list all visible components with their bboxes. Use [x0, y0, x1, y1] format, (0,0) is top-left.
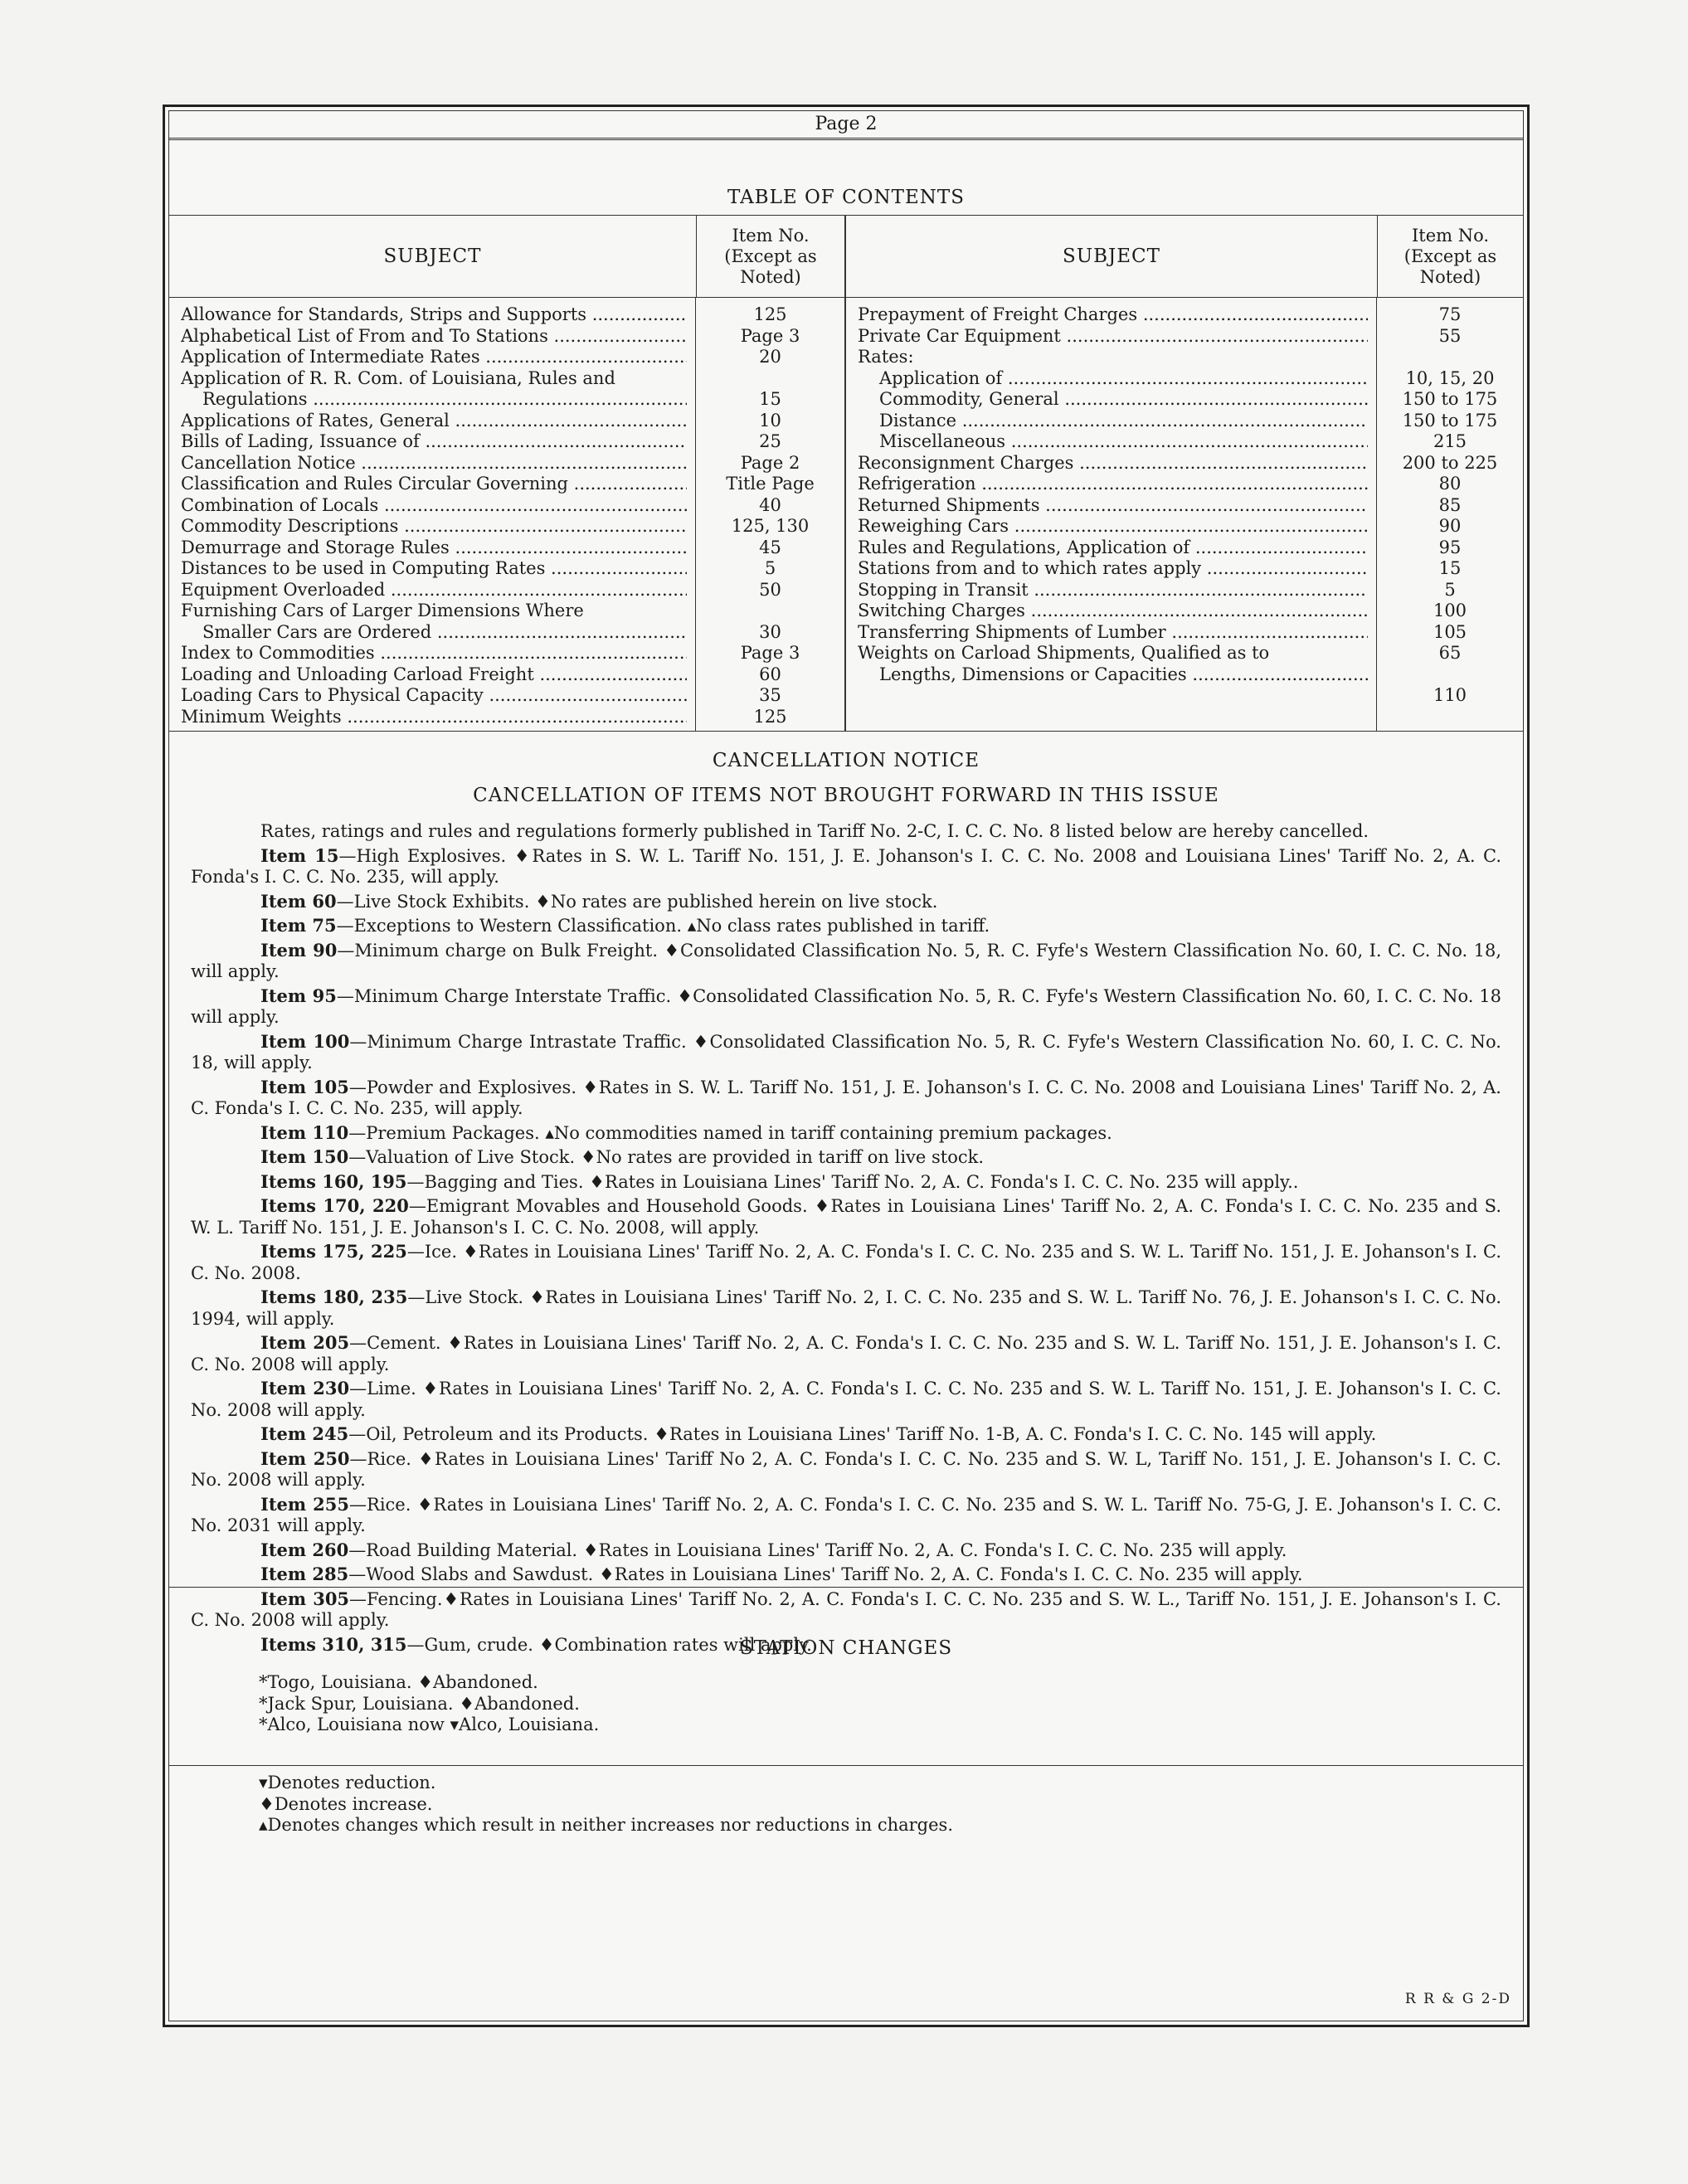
- toc-entry: [858, 368, 1368, 390]
- toc-entry-item-no: 5: [764, 558, 776, 578]
- toc-entry: [858, 643, 1368, 664]
- toc-entry-item-no: 25: [759, 431, 781, 451]
- toc-entry-item-no: [696, 368, 844, 390]
- toc-entry-item-no: 125: [753, 304, 787, 324]
- cancelled-item: [191, 1195, 1501, 1238]
- item-description: —Rice. ♦Rates in Louisiana Lines' Tariff No 2, A. C. Fonda's I. C. C. No. 235 and S. W. L, Tariff No. 151, J. E. Johanson's I. C. C. No. 2008 will apply.: [191, 1448, 1501, 1490]
- toc-entry: [181, 643, 687, 664]
- item-description: —Minimum charge on Bulk Freight. ♦Consolidated Classification No. 5, R. C. Fyfe's Western Classification No. 60, I. C. C. No. 18, will apply.: [191, 940, 1501, 981]
- toc-entry-item-no: 95: [1438, 537, 1462, 557]
- toc-entry-subject: Applications of Rates, General .....: [181, 411, 687, 432]
- item-column: [696, 298, 844, 731]
- toc-entry-item-no: 125: [753, 706, 787, 727]
- item-number: Item 285: [260, 1564, 349, 1584]
- page-frame: [168, 110, 1524, 2021]
- toc-entry-subject: Demurrage and Storage Rules .....: [181, 537, 687, 559]
- toc-entry: [181, 537, 687, 559]
- toc-entry-subject: Application of .....: [858, 368, 1368, 390]
- cancelled-item: [191, 915, 1501, 937]
- toc-entry-item-no: 85: [1438, 494, 1462, 515]
- toc-entry-subject: Combination of Locals .....: [181, 495, 687, 517]
- toc-entry-item-no: 15: [1438, 558, 1462, 578]
- toc-entry-item-no: 55: [1438, 325, 1462, 346]
- form-code: R R & G 2-D: [1404, 1991, 1511, 2007]
- toc-entry-subject: Commodity Descriptions .....: [181, 516, 687, 537]
- item-description: —Fencing.♦Rates in Louisiana Lines' Tariff No. 2, A. C. Fonda's I. C. C. No. 235 and S. W. L., Tariff No. 151, J. E. Johanson's I. C. C. No. 2008 will apply.: [191, 1588, 1501, 1630]
- toc-entry-subject: Equipment Overloaded .....: [181, 580, 687, 601]
- cancelled-item: [191, 1077, 1501, 1120]
- item-no-header: [1378, 216, 1523, 297]
- toc-entry: [181, 453, 687, 474]
- station-entry: *Togo, Louisiana. ♦Abandoned.: [259, 1672, 538, 1692]
- toc-entry-subject: Distances to be used in Computing Rates .....: [181, 558, 687, 580]
- station-changes-title: STATION CHANGES: [739, 1637, 953, 1659]
- toc-entry-subject: Alphabetical List of From and To Stations .....: [181, 326, 687, 348]
- legend-no-change: ▴Denotes changes which result in neither increases nor reductions in charges.: [259, 1815, 953, 1835]
- toc-entry: [181, 558, 687, 580]
- toc-entry-subject: Minimum Weights .....: [181, 707, 687, 728]
- cancelled-item: [191, 1031, 1501, 1074]
- toc-entry: [858, 389, 1368, 411]
- toc-entry-item-no: 10, 15, 20: [1405, 367, 1495, 388]
- legend-reduction: ▾Denotes reduction.: [259, 1773, 436, 1792]
- item-number: Item 260: [260, 1539, 349, 1560]
- table-of-contents: [169, 215, 1523, 732]
- toc-entry: [858, 431, 1368, 453]
- toc-entry-subject: Distance .....: [858, 411, 1368, 432]
- toc-entry-item-no: 100: [1433, 601, 1467, 620]
- toc-entry-item-no: 45: [759, 537, 781, 557]
- item-description: —Emigrant Movables and Household Goods. ♦Rates in Louisiana Lines' Tariff No. 2, A. C. Fonda's I. C. C. No. 235 and S. W. L. Tariff No. 151, J. E. Johanson's I. C. C. No. 2008, will apply.: [191, 1196, 1502, 1238]
- toc-entry-subject: Stations from and to which rates apply .....: [858, 558, 1368, 580]
- toc-entry-subject: Reconsignment Charges .....: [858, 453, 1368, 474]
- cancelled-item: [191, 1146, 1501, 1169]
- toc-header: [169, 216, 844, 298]
- item-number: Item 250: [260, 1447, 350, 1469]
- cancelled-item: [191, 985, 1501, 1029]
- station-entry: *Alco, Louisiana now ▾Alco, Louisiana.: [259, 1715, 600, 1734]
- item-number: Item 60: [260, 890, 337, 912]
- toc-entry-subject: Reweighing Cars .....: [858, 516, 1368, 537]
- toc-body: [169, 298, 844, 731]
- item-description: —Powder and Explosives. ♦Rates in S. W. L. Tariff No. 151, J. E. Johanson's I. C. C. No. 2008 and Louisiana Lines' Tariff No. 2, A. C. Fonda's I. C. C. No. 235, will apply.: [191, 1077, 1501, 1118]
- item-description: —Oil, Petroleum and its Products. ♦Rates in Louisiana Lines' Tariff No. 1-B, A. C. Fonda's I. C. C. No. 145 will apply.: [348, 1424, 1377, 1444]
- toc-left-half: [169, 216, 846, 731]
- item-header-line: (Except as: [724, 246, 817, 266]
- toc-entry-item-no: 35: [759, 685, 781, 705]
- item-number: Item 245: [260, 1423, 349, 1444]
- toc-entry: [181, 347, 687, 368]
- subject-column: [169, 298, 696, 731]
- item-header-line: Noted): [740, 266, 801, 287]
- cancelled-item: [191, 1564, 1501, 1586]
- toc-entry-subject: Bills of Lading, Issuance of .....: [181, 431, 687, 453]
- toc-title: TABLE OF CONTENTS: [727, 187, 966, 208]
- toc-entry: [181, 516, 687, 537]
- page-number: Page 2: [169, 111, 1523, 140]
- item-number: Item 95: [260, 985, 337, 1006]
- item-description: —Valuation of Live Stock. ♦No rates are provided in tariff on live stock.: [348, 1147, 985, 1167]
- toc-entry-subject: Private Car Equipment .....: [858, 326, 1368, 348]
- item-number: Item 150: [260, 1146, 349, 1167]
- toc-entry: [858, 516, 1368, 537]
- tariff-page: [163, 105, 1530, 2027]
- toc-entry: [858, 347, 1368, 368]
- toc-entry-item-no: 60: [759, 664, 781, 684]
- item-number: Item 90: [260, 939, 338, 961]
- item-description: —Ice. ♦Rates in Louisiana Lines' Tariff No. 2, A. C. Fonda's I. C. C. No. 235 and S. W. L. Tariff No. 151, J. E. Johanson's I. C. C. No. 2008.: [191, 1242, 1501, 1283]
- toc-header: [846, 216, 1523, 298]
- toc-entry-item-no: Page 3: [740, 643, 800, 663]
- item-header-line: Item No.: [732, 225, 810, 246]
- toc-entry-subject: Classification and Rules Circular Governing .....: [181, 474, 687, 495]
- toc-entry-item-no: Page 3: [740, 325, 800, 346]
- toc-entry-subject: Allowance for Standards, Strips and Supports .....: [181, 304, 687, 326]
- item-description: —Premium Packages. ▴No commodities named in tariff containing premium packages.: [348, 1122, 1112, 1143]
- toc-entry: [181, 326, 687, 348]
- item-header-line: (Except as: [1403, 246, 1497, 266]
- item-description: —Minimum Charge Intrastate Traffic. ♦Consolidated Classification No. 5, R. C. Fyfe's Western Classification No. 60, I. C. C. No. 18, will apply.: [191, 1031, 1501, 1073]
- toc-entry: [858, 495, 1368, 517]
- toc-entry: [858, 411, 1368, 432]
- item-number: Item 75: [260, 915, 337, 936]
- toc-entry-item-no: 20: [759, 347, 781, 367]
- item-description: —Cement. ♦Rates in Louisiana Lines' Tariff No. 2, A. C. Fonda's I. C. C. No. 235 and S. W. L. Tariff No. 151, J. E. Johanson's I. C. C. No. 2008 will apply.: [191, 1333, 1501, 1374]
- toc-entry-item-no: Title Page: [726, 474, 815, 494]
- toc-entry: [181, 411, 687, 432]
- toc-entry: [181, 495, 687, 517]
- toc-entry-subject: Rules and Regulations, Application of .....: [858, 537, 1368, 559]
- item-number: Items 160, 195: [260, 1170, 407, 1192]
- toc-entry-item-no: 30: [759, 621, 781, 642]
- item-description: —Bagging and Ties. ♦Rates in Louisiana Lines' Tariff No. 2, A. C. Fonda's I. C. C. No. 235 will apply..: [406, 1171, 1299, 1192]
- toc-entry-subject: Lengths, Dimensions or Capacities .....: [858, 664, 1368, 686]
- toc-entry-subject: Loading and Unloading Carload Freight .....: [181, 664, 687, 686]
- toc-entry-item-no: 200 to 225: [1402, 452, 1498, 473]
- toc-entry-item-no: 125, 130: [731, 516, 810, 536]
- toc-entry-subject: Regulations .....: [181, 389, 687, 411]
- toc-entry: [858, 474, 1368, 495]
- item-number: Item 110: [260, 1121, 349, 1143]
- toc-entry-item-no: 80: [1438, 474, 1462, 494]
- toc-entry: [858, 601, 1368, 622]
- subject-header: SUBJECT: [846, 216, 1378, 297]
- toc-entry: [181, 601, 687, 622]
- toc-entry-item-no: 50: [759, 579, 781, 600]
- cancelled-item: [191, 1423, 1501, 1446]
- item-description: —Live Stock. ♦Rates in Louisiana Lines' Tariff No. 2, I. C. C. No. 235 and S. W. L. Tariff No. 76, J. E. Johanson's I. C. C. No. 1994, will apply.: [191, 1287, 1501, 1329]
- item-description: —Road Building Material. ♦Rates in Louisiana Lines' Tariff No. 2, A. C. Fonda's I. C. C. No. 235 will apply.: [348, 1540, 1287, 1560]
- toc-entry-subject: Switching Charges .....: [858, 601, 1368, 622]
- item-description: —Wood Slabs and Sawdust. ♦Rates in Louisiana Lines' Tariff No. 2, A. C. Fonda's I. C. C. No. 235 will apply.: [348, 1564, 1303, 1584]
- toc-entry: [181, 431, 687, 453]
- toc-entry-item-no: [1377, 664, 1523, 686]
- cancelled-item: [191, 1171, 1501, 1194]
- toc-entry-subject: Stopping in Transit .....: [858, 580, 1368, 601]
- legend-increase: ♦Denotes increase.: [259, 1793, 433, 1814]
- toc-entry: [858, 622, 1368, 644]
- toc-entry: [858, 558, 1368, 580]
- item-description: —Live Stock Exhibits. ♦No rates are published herein on live stock.: [336, 891, 938, 912]
- toc-entry-subject: Prepayment of Freight Charges .....: [858, 304, 1368, 326]
- toc-entry-item-no: Page 2: [740, 452, 800, 473]
- cancelled-item: [191, 891, 1501, 913]
- toc-entry-item-no: 105: [1433, 621, 1467, 642]
- toc-entry-subject: Miscellaneous .....: [858, 431, 1368, 453]
- item-description: —Exceptions to Western Classification. ▴No class rates published in tariff.: [336, 916, 990, 936]
- toc-entry-subject: Weights on Carload Shipments, Qualified as to: [858, 643, 1270, 663]
- item-description: —Rice. ♦Rates in Louisiana Lines' Tariff No. 2, A. C. Fonda's I. C. C. No. 235 and S. W. L. Tariff No. 75-G, J. E. Johanson's I. C. C. No. 2031 will apply.: [191, 1494, 1501, 1535]
- item-no-header: [697, 216, 844, 297]
- cancelled-item: [191, 1332, 1501, 1375]
- station-entry: *Jack Spur, Louisiana. ♦Abandoned.: [259, 1693, 580, 1714]
- item-description: —High Explosives. ♦Rates in S. W. L. Tariff No. 151, J. E. Johanson's I. C. C. No. 2008 and Louisiana Lines' Tariff No. 2, A. C. Fonda's I. C. C. No. 235, will apply.: [191, 845, 1502, 887]
- toc-entry: [858, 580, 1368, 601]
- item-number: Item 105: [260, 1076, 349, 1097]
- toc-entry: [858, 537, 1368, 559]
- item-number: Item 205: [260, 1332, 350, 1353]
- toc-entry: [181, 707, 687, 728]
- symbol-legend: [169, 1766, 1523, 1836]
- toc-entry-subject: Index to Commodities .....: [181, 643, 687, 664]
- toc-entry: [858, 326, 1368, 348]
- item-number: Items 310, 315: [260, 1633, 407, 1655]
- toc-entry-item-no: 215: [1433, 431, 1467, 451]
- toc-entry-subject: Returned Shipments .....: [858, 495, 1368, 517]
- toc-entry: [181, 304, 687, 326]
- cancelled-item: [191, 1448, 1501, 1491]
- toc-entry-subject: Cancellation Notice .....: [181, 453, 687, 474]
- toc-entry: [858, 304, 1368, 326]
- item-header-line: Noted): [1419, 266, 1481, 287]
- toc-entry: [181, 389, 687, 411]
- toc-entry-item-no: 90: [1438, 516, 1462, 536]
- toc-entry-subject: Application of R. R. Com. of Louisiana, Rules and: [181, 367, 615, 388]
- cancelled-item: [191, 1378, 1501, 1421]
- toc-entry-subject: Application of Intermediate Rates .....: [181, 347, 687, 368]
- toc-entry: [181, 622, 687, 644]
- item-header-line: Item No.: [1411, 225, 1490, 246]
- toc-entry-item-no: 110: [1433, 685, 1467, 705]
- cancelled-item: [191, 1287, 1501, 1330]
- toc-entry: [181, 664, 687, 686]
- item-description: —Minimum Charge Interstate Traffic. ♦Consolidated Classification No. 5, R. C. Fyfe's Western Classification No. 60, I. C. C. No. 18 will apply.: [191, 985, 1501, 1027]
- cancelled-items-list: [191, 845, 1501, 1656]
- toc-entry-item-no: [1377, 347, 1523, 368]
- toc-entry: [181, 580, 687, 601]
- item-number: Item 230: [260, 1378, 350, 1398]
- toc-entry-subject: Loading Cars to Physical Capacity .....: [181, 685, 687, 707]
- toc-entry-item-no: 150 to 175: [1402, 389, 1498, 409]
- cancelled-item: [191, 1241, 1501, 1284]
- toc-entry-item-no: 5: [1444, 579, 1456, 600]
- toc-entry-subject: Commodity, General .....: [858, 389, 1368, 411]
- toc-entry: [181, 474, 687, 495]
- item-description: —Lime. ♦Rates in Louisiana Lines' Tariff No. 2, A. C. Fonda's I. C. C. No. 235 and S. W. L. Tariff No. 151, J. E. Johanson's I. C. C. No. 2008 will apply.: [191, 1379, 1501, 1420]
- item-number: Items 180, 235: [260, 1287, 408, 1307]
- item-number: Items 175, 225: [260, 1241, 407, 1262]
- toc-entry-subject: Smaller Cars are Ordered .....: [181, 622, 687, 644]
- toc-entry-subject: Refrigeration .....: [858, 474, 1368, 495]
- toc-entry-item-no: 150 to 175: [1402, 410, 1498, 430]
- item-column: [1377, 298, 1523, 731]
- item-number: Items 170, 220: [260, 1195, 409, 1216]
- toc-body: [846, 298, 1523, 731]
- subject-column: [846, 298, 1377, 731]
- toc-entry-subject: Rates:: [858, 347, 914, 367]
- toc-entry: [858, 664, 1368, 686]
- toc-entry: [181, 685, 687, 707]
- toc-entry-item-no: 75: [1438, 304, 1462, 324]
- toc-right-half: [846, 216, 1523, 731]
- cancellation-intro: Rates, ratings and rules and regulations formerly published in Tariff No. 2-C, I. C. C. No. 8 listed below are hereby cancelled.: [260, 821, 1369, 841]
- item-number: Item 255: [260, 1493, 350, 1515]
- cancelled-item: [191, 1122, 1501, 1145]
- subject-header: SUBJECT: [169, 216, 697, 297]
- item-number: Item 305: [260, 1588, 350, 1609]
- toc-entry-item-no: 40: [759, 494, 781, 515]
- cancelled-item: [191, 1540, 1501, 1562]
- toc-entry: [858, 453, 1368, 474]
- toc-entry-subject: Furnishing Cars of Larger Dimensions Where: [181, 601, 584, 620]
- toc-entry-item-no: 15: [759, 389, 781, 409]
- cancelled-item: [191, 845, 1501, 888]
- cancelled-item: [191, 1494, 1501, 1537]
- toc-entry-item-no: 10: [759, 410, 781, 430]
- item-number: Item 15: [260, 844, 339, 866]
- toc-entry-item-no: [696, 601, 844, 622]
- toc-entry-subject: Transferring Shipments of Lumber .....: [858, 622, 1368, 644]
- item-number: Item 100: [260, 1030, 350, 1052]
- item-description: —Gum, crude. ♦Combination rates will apply.: [406, 1634, 812, 1655]
- toc-entry-item-no: 65: [1438, 643, 1462, 663]
- cancellation-subtitle: CANCELLATION OF ITEMS NOT BROUGHT FORWARD IN THIS ISSUE: [473, 785, 1219, 806]
- toc-entry: [181, 368, 687, 390]
- cancellation-title: CANCELLATION NOTICE: [712, 750, 980, 771]
- cancelled-item: [191, 940, 1501, 983]
